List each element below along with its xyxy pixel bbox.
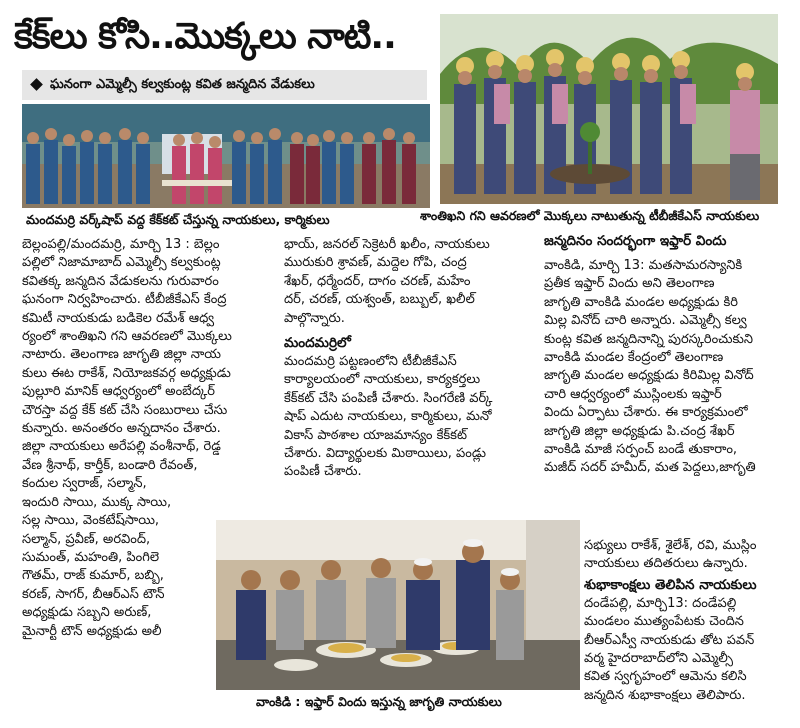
col1-line: కున్నారు. అనంతరం అన్నదానం చేశారు.	[22, 421, 221, 437]
caption-photo1: మందమర్రి వర్క్‌షాప్ వద్ద కేక్‌కట్ చేస్తున్న నాయకులు, కార్మికులు	[26, 212, 330, 227]
col3-line: జాగృతి వాంకిడి మండల అధ్యక్షుడు కిరి	[544, 294, 738, 310]
column-3-continued	[584, 537, 784, 705]
subhead-wishes: శుభాకాంక్షలు తెలిపిన నాయకులు	[584, 576, 757, 593]
col2-line: మందమర్రి పట్టణంలోని టీబీజీకేఎస్	[284, 354, 457, 370]
caption-photo3: వాంకిడి : ఇఫ్తార్ విందు ఇస్తున్న జాగృతి నాయకులు	[256, 694, 502, 709]
col1-line: కులు ఈట రాకేశ్, నియోజకవర్గ అధ్యక్షుడు	[22, 365, 231, 381]
column-3	[544, 232, 784, 478]
col1-line: కరణ్, సాగర్, బీఆర్ఎస్ టౌన్	[22, 586, 165, 602]
col2-line: దర్, చరణ్, యశ్వంత్, బబ్బుల్, ఖలీల్	[284, 292, 475, 308]
col3-line: మజీద్ సదర్ హమీద్, మత పెద్దలు,జాగృతి	[544, 460, 756, 476]
col1-line: చౌరస్తా వద్ద కేక్ కట్ చేసి సంబురాలు చేసు	[22, 402, 228, 418]
bullet-diamond-icon	[30, 78, 43, 91]
article-headline: కేక్‌లు కోసి..మొక్కలు నాటి..	[14, 16, 396, 57]
col3-line: నాయకులు తదితరులు ఉన్నారు.	[584, 556, 748, 572]
col1-line: కవితక్క జన్మదిన వేడుకలను గురువారం	[22, 273, 219, 289]
col1-line: బెల్లంపల్లి/మందమర్రి, మార్చి 13 : బెల్లం	[22, 237, 220, 252]
col1-line: వేణ శ్రీనాథ్, కార్తీక్, బండారి రేవంత్,	[22, 457, 198, 473]
col1-line: గౌతమ్, రాజ్ కుమార్, బబ్బి,	[22, 568, 164, 584]
col2-line: పాల్గొన్నారు.	[284, 310, 345, 326]
col3-line: మిల్ల వినోద్ చారి అన్నారు. ఎమ్మెల్సీ కల్వ	[544, 313, 747, 329]
col3-line: జన్మదిన శుభాకాంక్షలు తెలిపారు.	[584, 687, 746, 703]
col3-line: వాంకిడి, మార్చి 13: మతసామరస్యానికి	[544, 258, 743, 273]
col3-line: దండేపల్లి, మార్చి13: దండేపల్లి	[584, 595, 737, 611]
col3-line: వాంకిడి మాజీ సర్పంచ్ బండే తుకారాం,	[544, 442, 738, 458]
col1-line: కందుల స్వరాజ్, సల్మాన్,	[22, 476, 147, 492]
col1-line: అధ్యక్షుడు సబ్బని అరుణ్,	[22, 605, 152, 621]
col1-line: మైనార్టీ టౌన్ అధ్యక్షుడు అలీ	[22, 623, 162, 639]
col1-line: కమిటీ నాయకుడు బడికెల రమేశ్ ఆధ్వ	[22, 310, 215, 326]
col2-line: మురుకురి శ్రావణ్, మద్దెల గోపి, చంద్ర	[284, 255, 467, 271]
subhead-iftar: జన్మదినం సందర్భంగా ఇఫ్తార్ విందు	[544, 233, 727, 249]
col3-line: ప్రతీక ఇఫ్తార్ విందు అని తెలంగాణ	[544, 276, 715, 292]
col3-line: బీఆర్ఎస్వీ నాయకుడు తోట పవన్	[584, 632, 755, 648]
column-2	[284, 236, 536, 482]
subhead-mandamarri: మందమర్రిలో	[284, 335, 351, 352]
col3-line: మండలం ముత్యంపేటకు చెందిన	[584, 614, 744, 630]
subheadline-bar	[22, 70, 427, 100]
photo-cake-cutting	[22, 104, 430, 208]
col3-line: కవిత స్వగృహంలో ఆమెను కలిసి	[584, 669, 747, 685]
col3-line: వర్మ హైదరాబాద్‌లోని ఎమ్మెల్సీ	[584, 651, 734, 667]
col2-line: చేశారు. విద్యార్థులకు మిఠాయిలు, పండ్లు	[284, 446, 486, 462]
col1-line: సుమంత్, మహంతి, పింగిలె	[22, 549, 160, 565]
caption-photo2: శాంతిఖని గని ఆవరణలో మొక్కలు నాటుతున్న టీబీజీకేఎస్ నాయకులు	[420, 208, 760, 223]
col3-line: జాగృతి జిల్లా అధ్యక్షుడు పి.చంద్ర శేఖర్	[544, 423, 735, 439]
col1-line: ఘనంగా నిర్వహించారు. టీబీజీకేఎస్ కేంద్ర	[22, 292, 227, 308]
col2-line: వికాస్ పాఠశాల యాజమాన్యం కేక్‌కట్	[284, 427, 467, 443]
col2-line: భాయ్, జనరల్ సెక్రెటరీ ఖలీం, నాయకులు	[284, 237, 490, 252]
photo-iftar	[216, 520, 580, 690]
col2-line: షాప్ ఎదుట నాయకులు, కార్మికులు, మనో	[284, 409, 492, 425]
col1-line: జిల్లా నాయకులు అరేపల్లి వంశీనాథ్, రెడ్డ	[22, 439, 221, 455]
col2-line: శేఖర్, ధర్మేందర్, దాగం చరణ్, మహేం	[284, 273, 471, 289]
col3-line: విందు ఏర్పాటు చేశారు. ఈ కార్యక్రమంలో	[544, 405, 748, 421]
col2-line: కార్యాలయంలో నాయకులు, కార్యకర్తలు	[284, 372, 481, 388]
col1-line: సల్ల సాయి, వెంకటేష్‌సాయి,	[22, 513, 160, 529]
col3-line: సభ్యులు రాకేశ్, శైలేశ్, రవి, ముస్లిం	[584, 538, 757, 553]
col3-line: చారి ఆధ్వర్యంలో ముస్లింలకు ఇఫ్తార్	[544, 386, 722, 402]
col1-line: ర్యంలో శాంతిఖని గని ఆవరణలో మొక్కలు	[22, 329, 232, 345]
col1-line: సల్మాన్, ప్రవీణ్, అరవింద్,	[22, 531, 151, 547]
col1-line: పుల్లూరి మానిక్ ఆధ్వర్యంలో అంబేద్కర్	[22, 384, 215, 400]
col3-line: జాగృతి మండల అధ్యక్షుడు కిరిమిల్ల వినోద్	[544, 368, 754, 384]
col3-line: కుంట్ల కవిత జన్మదినాన్ని పురస్కరించుకుని	[544, 331, 753, 347]
col1-line: నాటారు. తెలంగాణ జాగృతి జిల్లా నాయ	[22, 347, 221, 363]
col1-line: ఇందురి సాయి, ముక్క సాయి,	[22, 494, 172, 510]
subheadline: ఘనంగా ఎమ్మెల్సీ కల్వకుంట్ల కవిత జన్మదిన వేడుకలు	[50, 77, 315, 92]
photo-planting	[440, 14, 778, 204]
col1-line: పల్లిలో నిజామాబాద్ ఎమ్మెల్సీ కల్వకుంట్ల	[22, 255, 221, 271]
col3-line: వాంకిడి మండల కేంద్రంలో తెలంగాణ	[544, 350, 724, 366]
col2-line: పంపిణీ చేశారు.	[284, 464, 362, 480]
col2-line: కేక్‌కట్ చేసి పంపిణీ చేశారు. సింగరేణి వర్క్	[284, 390, 493, 406]
